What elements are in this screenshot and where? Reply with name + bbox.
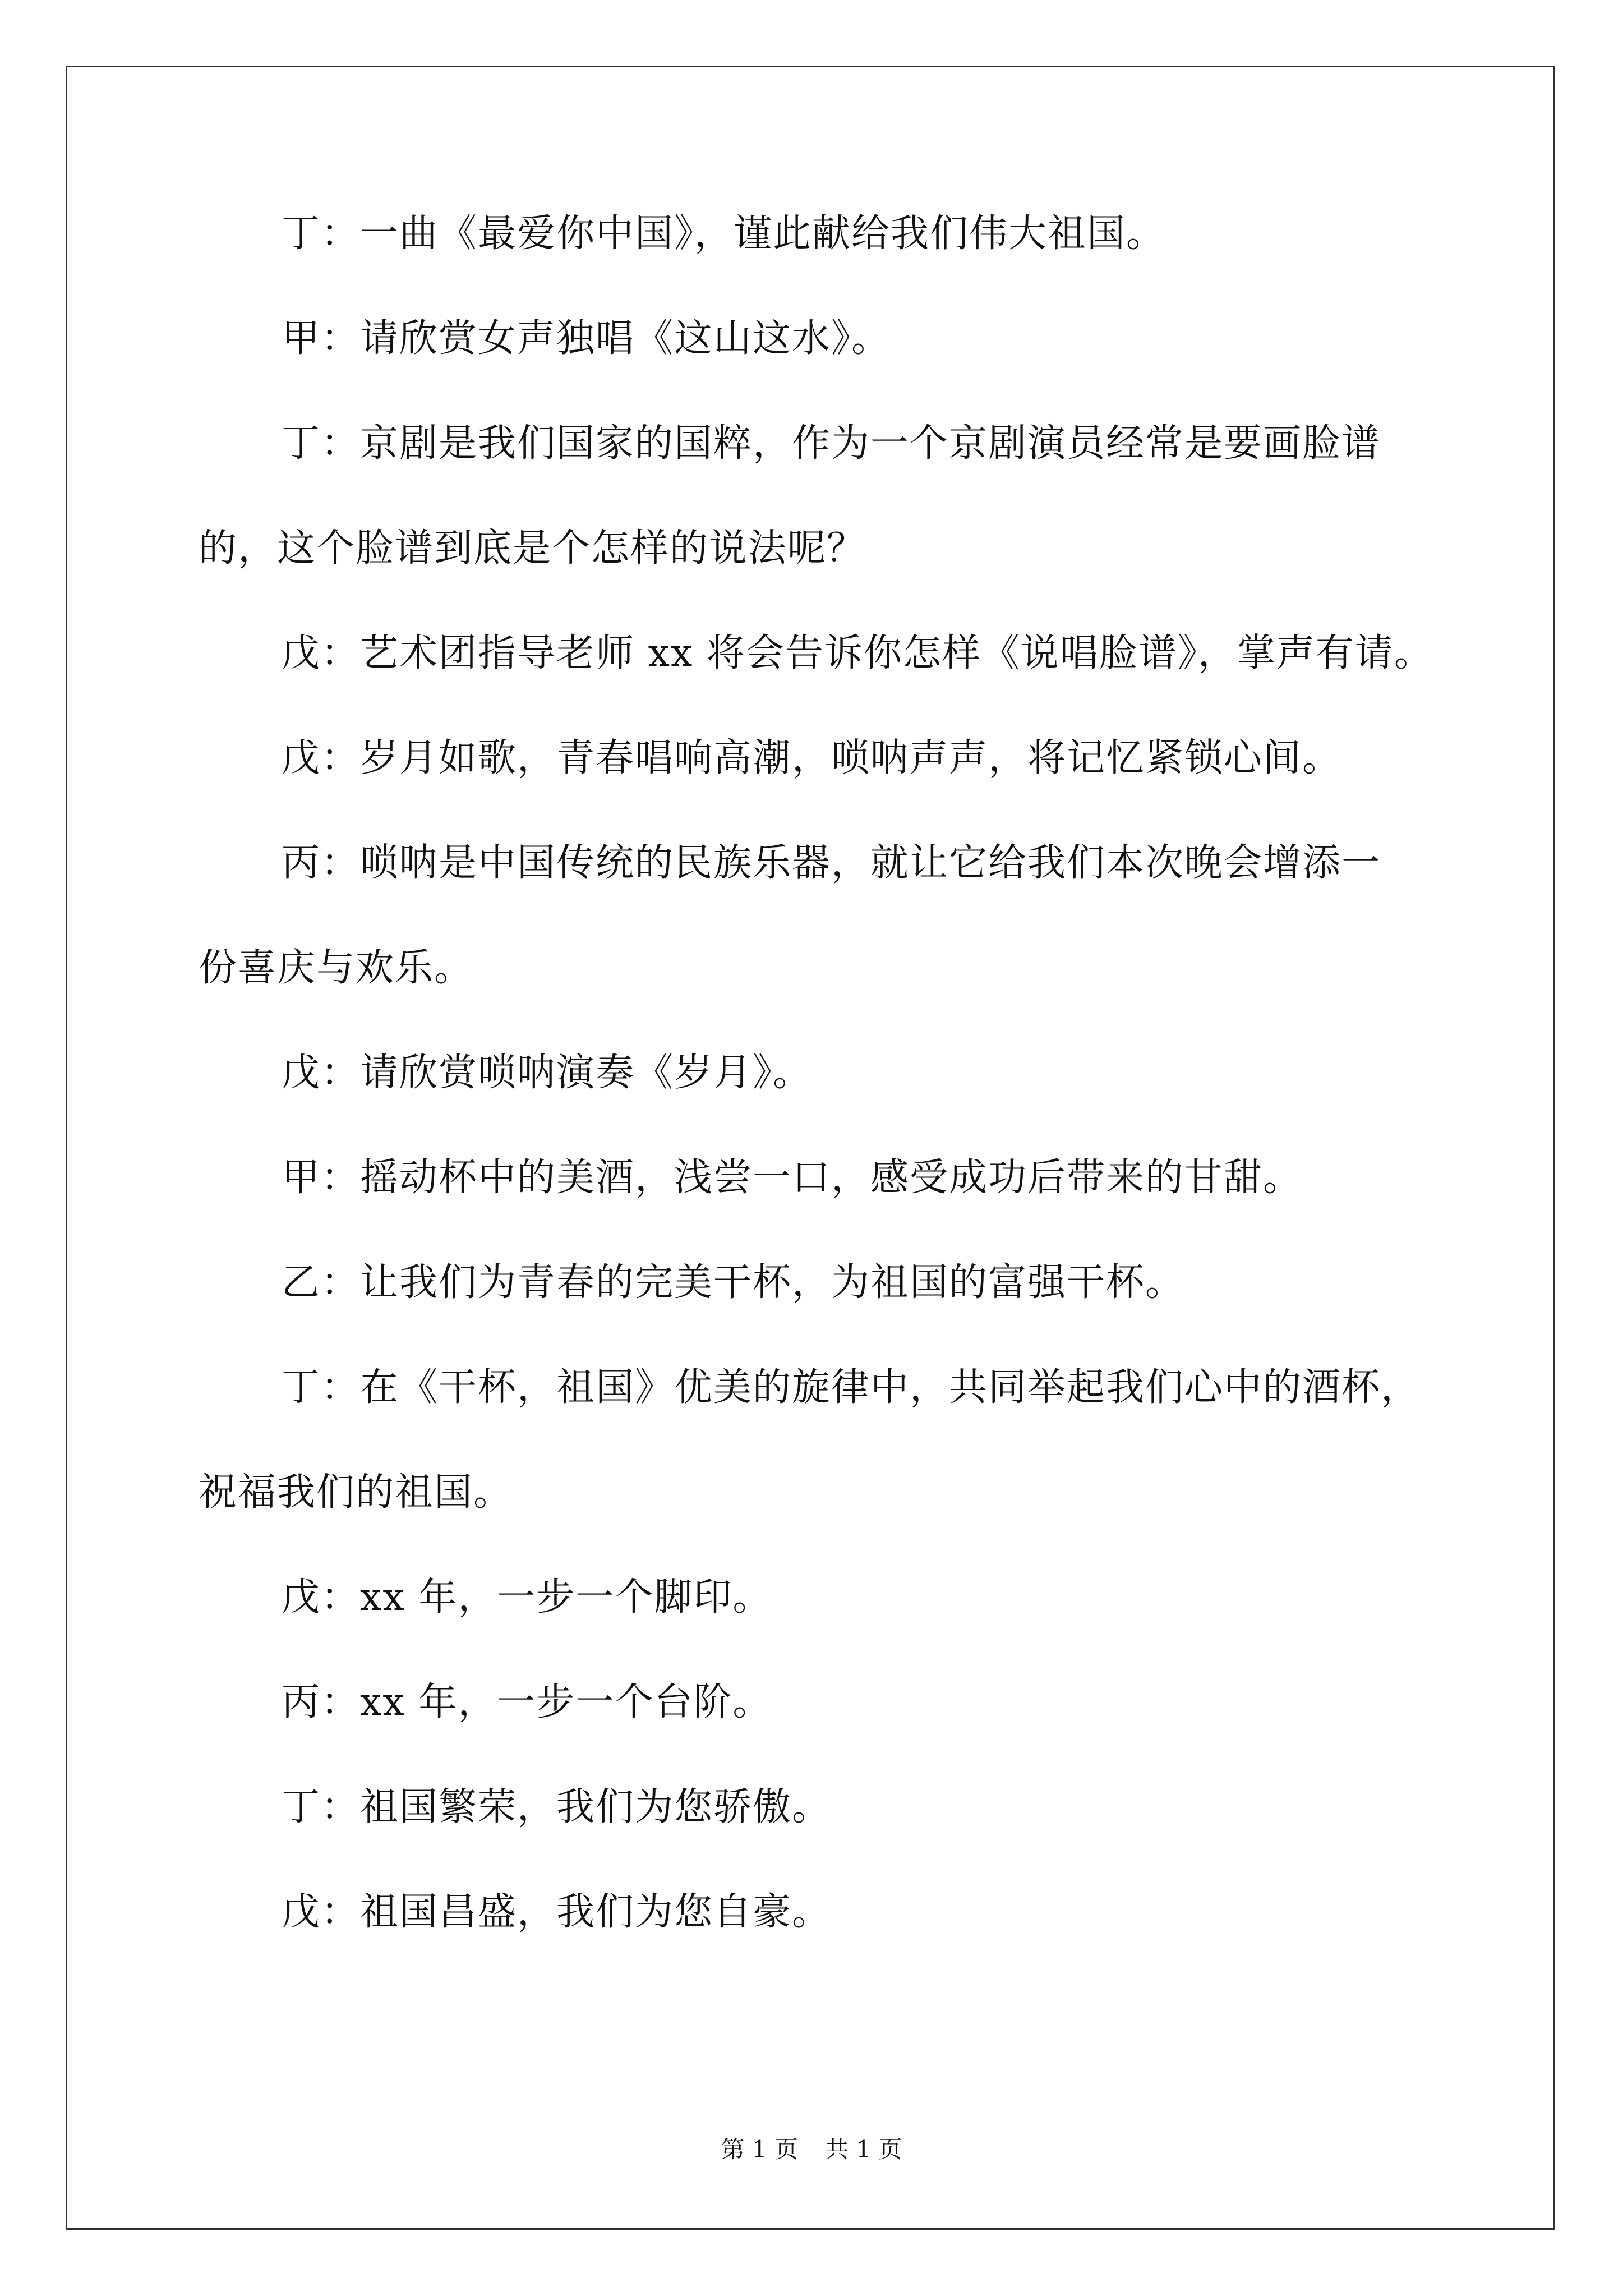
dialogue-line: 戊：祖国昌盛，我们为您自豪。 <box>282 1890 832 1934</box>
dialogue-line: 丁：一曲《最爱你中国》，谨此献给我们伟大祖国。 <box>282 211 1166 256</box>
page-number-total: 共 1 页 <box>825 2136 902 2163</box>
dialogue-line: 丙：xx 年，一步一个台阶。 <box>282 1680 772 1724</box>
dialogue-line: 戊：xx 年，一步一个脚印。 <box>282 1575 772 1619</box>
dialogue-line-continuation: 祝福我们的祖国。 <box>199 1470 513 1515</box>
dialogue-line: 乙：让我们为青春的完美干杯，为祖国的富强干杯。 <box>282 1260 1185 1305</box>
dialogue-line-continuation: 的，这个脸谱到底是个怎样的说法呢？ <box>199 526 866 570</box>
dialogue-line: 丁：祖国繁荣，我们为您骄傲。 <box>282 1785 832 1829</box>
dialogue-line-continuation: 份喜庆与欢乐。 <box>199 946 474 990</box>
dialogue-line: 戊：请欣赏唢呐演奏《岁月》。 <box>282 1051 813 1095</box>
dialogue-line: 丁：在《干杯，祖国》优美的旋律中，共同举起我们心中的酒杯， <box>282 1365 1421 1410</box>
page-footer <box>0 2136 1623 2164</box>
dialogue-line: 丁：京剧是我们国家的国粹，作为一个京剧演员经常是要画脸谱 <box>282 421 1381 466</box>
dialogue-line: 戊：艺术团指导老师 xx 将会告诉你怎样《说唱脸谱》，掌声有请。 <box>282 631 1433 675</box>
page-number-current: 第 1 页 <box>721 2136 798 2163</box>
dialogue-line: 甲：摇动杯中的美酒，浅尝一口，感受成功后带来的甘甜。 <box>282 1156 1303 1200</box>
dialogue-line: 戊：岁月如歌，青春唱响高潮，唢呐声声，将记忆紧锁心间。 <box>282 736 1342 780</box>
dialogue-line: 丙：唢呐是中国传统的民族乐器，就让它给我们本次晚会增添一 <box>282 841 1381 885</box>
dialogue-line: 甲：请欣赏女声独唱《这山这水》。 <box>282 316 891 361</box>
